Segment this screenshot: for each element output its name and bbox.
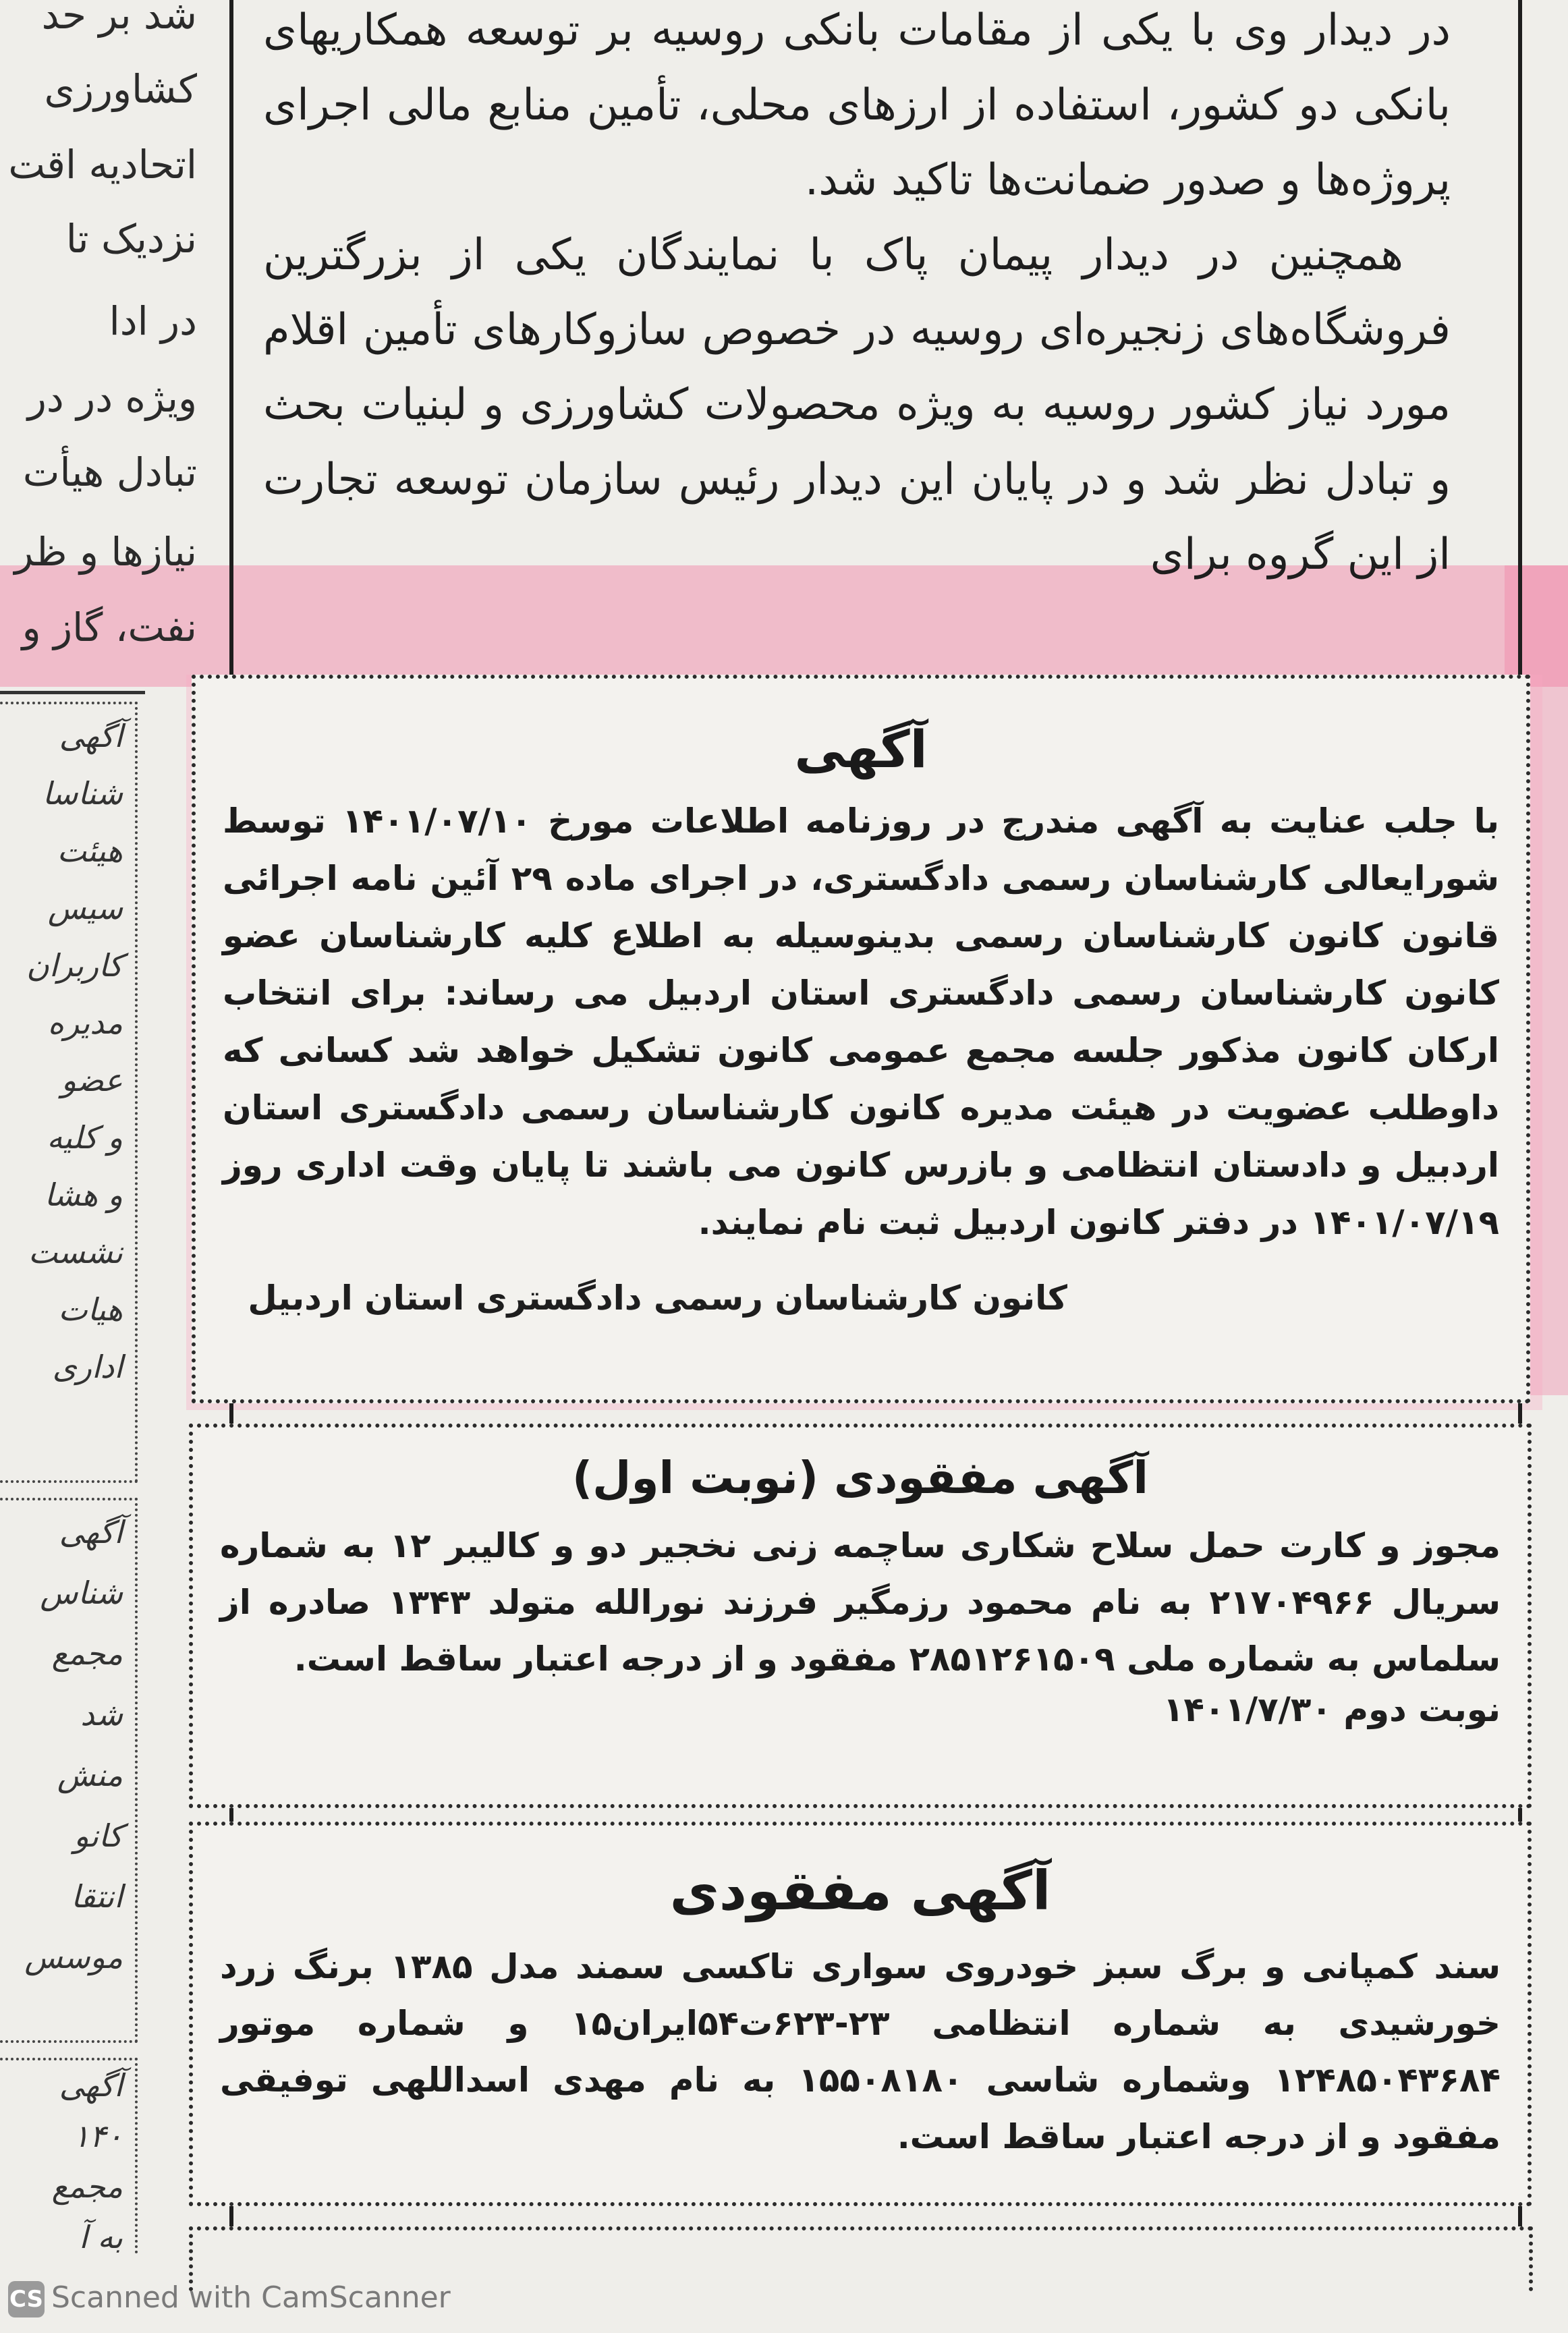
camscanner-logo-icon: CS bbox=[8, 2281, 45, 2317]
left-line: اتحادیه اقت bbox=[8, 142, 197, 188]
left-box-line: آگهی bbox=[59, 2067, 123, 2104]
notice-box-experts bbox=[192, 675, 1530, 1403]
left-box-line: شناسا bbox=[43, 775, 123, 812]
notice-title: آگهی bbox=[794, 719, 928, 779]
notice-title: آگهی مفقودی bbox=[669, 1859, 1051, 1922]
notice-body: مجوز و کارت حمل سلاح شکاری ساچمه زنی نخجیر دو و کالیبر ۱۲ به شماره سریال ۲۱۷۰۴۹۶۶ به نام محمود رزمگیر فرزند نورالله متولد ۱۳۴۳ صادره از سلماس به شماره ملی ۲۸۵۱۲۶۱۵۰۹ مفقود و از درجه اعتبار ساقط است. bbox=[220, 1526, 1501, 1679]
left-box-line: منش bbox=[57, 1757, 123, 1793]
left-box-line: موسس bbox=[24, 1939, 123, 1975]
left-box-line: ۱۴۰ bbox=[72, 2118, 123, 2154]
left-box-line: آگهی bbox=[59, 718, 123, 754]
notice-signature: نوبت دوم ۱۴۰۱/۷/۳۰ bbox=[1163, 1690, 1501, 1729]
left-notice-box bbox=[0, 2058, 138, 2253]
left-box-line: مدیره bbox=[47, 1005, 123, 1041]
left-line: کشاورزی bbox=[44, 66, 197, 112]
scanner-watermark bbox=[8, 2280, 451, 2317]
notice-box-lost-vehicle bbox=[189, 1822, 1532, 2206]
left-notice-box bbox=[0, 702, 138, 1483]
notice-body: با جلب عنایت به آگهی مندرج در روزنامه اطلاعات مورخ ۱۴۰۱/۰۷/۱۰ توسط شورایعالی کارشناسان رسمی دادگستری، در اجرای ماده ۲۹ آئین نامه اجرائی قانون کانون کارشناسان رسمی بدینوسیله به اطلاع کلیه کارشناسان عضو کانون کارشناسان رسمی دادگستری استان اردبیل می رساند: برای انتخاب ارکان کانون مذکور جلسه مجمع عمومی کانون تشکیل خواهد شد کسانی که داوطلب عضویت در هیئت مدیره کانون کارشناسان رسمی دادگستری استان اردبیل و دادستان انتظامی و بازرس کانون می باشند تا پایان وقت اداری روز ۱۴۰۱/۰۷/۱۹ در دفتر کانون اردبیل ثبت نام نمایند. bbox=[223, 802, 1499, 1242]
notice-box-lost-permit bbox=[189, 1424, 1532, 1808]
left-box-line: و کلیه bbox=[47, 1119, 123, 1156]
left-box-line: آگهی bbox=[59, 1514, 123, 1550]
left-box-line: عضو bbox=[61, 1062, 123, 1098]
left-line: شد بر حد bbox=[41, 0, 197, 38]
scanner-watermark-text: Scanned with CamScanner bbox=[51, 2280, 451, 2315]
left-line: ویژه در در bbox=[27, 375, 197, 421]
left-box-line: انتقا bbox=[71, 1878, 123, 1915]
left-line: تبادل هیأت bbox=[22, 449, 197, 495]
left-box-line: اداری bbox=[52, 1349, 123, 1385]
left-box-line: هیات bbox=[58, 1291, 123, 1328]
left-box-line: کانو bbox=[74, 1818, 123, 1854]
left-box-line: شناس bbox=[40, 1575, 123, 1611]
left-box-line: سیس bbox=[47, 890, 123, 926]
separator-rule bbox=[0, 691, 145, 694]
left-line: نفت، گاز و bbox=[22, 605, 197, 650]
notice-signature: کانون کارشناسان رسمی دادگستری استان اردبیل bbox=[248, 1278, 1067, 1318]
article-paragraph: همچنین در دیدار پیمان پاک با نمایندگان یکی از بزرگترین فروشگاه‌های زنجیره‌ای روسیه در خصوص سازوکارهای تأمین اقلام مورد نیاز کشور روسیه به ویژه محصولات کشاورزی و لبنیات بحث و تبادل نظر شد و در پایان این دیدار رئیس سازمان توسعه تجارت از این گروه برای bbox=[263, 230, 1451, 580]
left-notice-box bbox=[0, 1498, 138, 2043]
news-article bbox=[263, 0, 1451, 592]
left-box-line: مجمع bbox=[51, 1635, 123, 1672]
left-box-line: به آ bbox=[79, 2219, 123, 2253]
left-box-line: و هشا bbox=[44, 1177, 123, 1213]
notice-title: آگهی مفقودی (نوبت اول) bbox=[572, 1452, 1148, 1504]
left-line: نزدیک تا bbox=[65, 216, 197, 262]
left-box-line: هیئت bbox=[57, 833, 123, 869]
left-box-line: مجمع bbox=[51, 2168, 123, 2205]
left-box-line: کاربران bbox=[26, 947, 123, 984]
left-box-line: نشست bbox=[28, 1234, 123, 1270]
left-line: در ادا bbox=[109, 298, 197, 344]
left-box-line: شد bbox=[80, 1696, 123, 1733]
notice-body: سند کمپانی و برگ سبز خودروی سواری تاکسی سمند مدل ۱۳۸۵ برنگ زرد خورشیدی به شماره انتظامی ۲۳-۶۲۳ت۵۴ایران۱۵ و شماره موتور ۱۲۴۸۵۰۴۳۶۸۴ وشماره شاسی ۱۵۵۰۸۱۸۰ به نام مهدی اسداللهی توفیقی مفقود و از درجه اعتبار ساقط است. bbox=[220, 1947, 1501, 2156]
left-line: نیازها و ظر bbox=[14, 529, 197, 575]
article-paragraph: در دیدار وی با یکی از مقامات بانکی روسیه بر توسعه همکاریهای بانکی دو کشور، استفاده از ارزهای محلی، تأمین منابع مالی اجرای پروژه‌ها و صدور ضمانت‌ها تاکید شد. bbox=[263, 5, 1451, 205]
